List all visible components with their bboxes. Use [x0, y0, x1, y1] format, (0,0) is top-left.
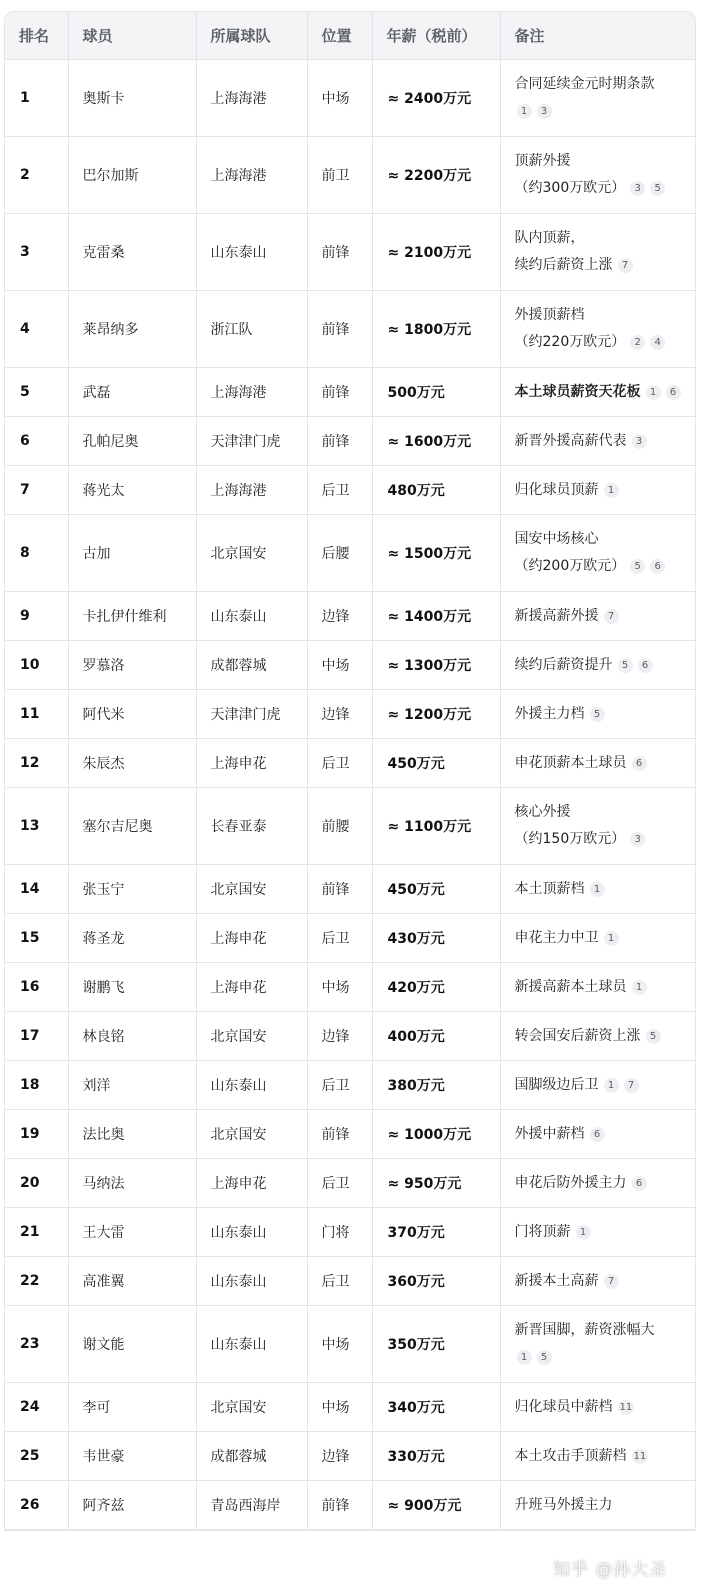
citation-group — [585, 1126, 605, 1142]
team-cell: 浙江队 — [196, 291, 307, 368]
note-text: 本土顶薪档 — [514, 880, 585, 897]
citation-group — [599, 1077, 639, 1093]
position-cell: 中场 — [307, 1306, 372, 1383]
position-cell: 门将 — [307, 1208, 372, 1257]
table-header-row — [5, 12, 695, 60]
player-cell: 塞尔吉尼奥 — [68, 788, 196, 865]
position-cell: 前腰 — [307, 788, 372, 865]
note-cell — [500, 1061, 695, 1110]
citation-badge[interactable]: 4 — [650, 335, 665, 350]
salary-cell: 450万元 — [372, 739, 500, 788]
salary-cell: ≈ 1300万元 — [372, 641, 500, 690]
player-cell: 莱昂纳多 — [68, 291, 196, 368]
salary-cell: ≈ 950万元 — [372, 1159, 500, 1208]
player-cell: 罗慕洛 — [68, 641, 196, 690]
note-text: 新援高薪本土球员 — [514, 978, 627, 995]
citation-badge[interactable]: 5 — [650, 181, 665, 196]
table-row — [5, 641, 695, 690]
citation-badge[interactable]: 2 — [630, 335, 645, 350]
team-cell: 成都蓉城 — [196, 641, 307, 690]
salary-cell: ≈ 2400万元 — [372, 60, 500, 137]
rank-cell: 8 — [5, 515, 68, 592]
note-cell — [500, 60, 695, 137]
position-cell: 后腰 — [307, 515, 372, 592]
note-cell — [500, 291, 695, 368]
citation-badge[interactable]: 6 — [632, 1176, 647, 1191]
note-cell — [500, 137, 695, 214]
note-text: 外援主力档 — [514, 705, 585, 722]
rank-cell: 4 — [5, 291, 68, 368]
player-cell: 蒋圣龙 — [68, 914, 196, 963]
citation-group — [613, 657, 653, 673]
position-cell: 边锋 — [307, 1432, 372, 1481]
rank-cell: 22 — [5, 1257, 68, 1306]
note-text: 外援中薪档 — [514, 1125, 585, 1142]
table-row — [5, 515, 695, 592]
table-row — [5, 1257, 695, 1306]
note-text: 队内顶薪， — [514, 230, 585, 246]
salary-cell: ≈ 900万元 — [372, 1481, 500, 1530]
note-text: 顶薪外援 — [514, 153, 571, 169]
note-text: （约200万欧元） — [514, 558, 626, 574]
table-row — [5, 214, 695, 291]
table-row — [5, 1432, 695, 1481]
note-cell — [500, 466, 695, 515]
salary-cell: ≈ 2100万元 — [372, 214, 500, 291]
citation-badge[interactable]: 1 — [517, 1350, 532, 1365]
note-cell — [500, 1306, 695, 1383]
note-cell — [500, 1159, 695, 1208]
note-cell — [500, 1012, 695, 1061]
salary-cell: ≈ 1600万元 — [372, 417, 500, 466]
note-text: 新晋外援高薪代表 — [514, 432, 627, 449]
table-row — [5, 1159, 695, 1208]
citation-badge[interactable]: 11 — [633, 1450, 647, 1462]
team-cell: 上海申花 — [196, 739, 307, 788]
position-cell: 前锋 — [307, 291, 372, 368]
note-text: 新援高薪外援 — [514, 607, 599, 624]
position-cell: 前锋 — [307, 1110, 372, 1159]
citation-group — [625, 180, 665, 196]
citation-badge[interactable]: 3 — [630, 832, 645, 847]
header-rank: 排名 — [5, 12, 68, 60]
team-cell: 山东泰山 — [196, 1306, 307, 1383]
salary-cell: 480万元 — [372, 466, 500, 515]
team-cell: 上海申花 — [196, 963, 307, 1012]
position-cell: 前锋 — [307, 865, 372, 914]
citation-group — [599, 1273, 619, 1289]
player-cell: 阿齐兹 — [68, 1481, 196, 1530]
citation-group — [515, 103, 552, 119]
note-text: 外援顶薪档 — [514, 307, 585, 323]
player-cell: 朱辰杰 — [68, 739, 196, 788]
note-cell — [500, 1257, 695, 1306]
citation-group — [641, 1028, 661, 1044]
rank-cell: 12 — [5, 739, 68, 788]
citation-group — [625, 334, 665, 350]
salary-cell: 360万元 — [372, 1257, 500, 1306]
team-cell: 北京国安 — [196, 515, 307, 592]
player-cell: 孔帕尼奥 — [68, 417, 196, 466]
citation-badge[interactable]: 6 — [650, 559, 665, 574]
note-text: 新晋国脚，薪资涨幅大 — [514, 1322, 655, 1338]
rank-cell: 7 — [5, 466, 68, 515]
citation-badge[interactable]: 1 — [604, 483, 619, 498]
position-cell: 中场 — [307, 60, 372, 137]
player-cell: 巴尔加斯 — [68, 137, 196, 214]
citation-badge[interactable]: 6 — [590, 1127, 605, 1142]
citation-group — [599, 930, 619, 946]
note-text: 申花顶薪本土球员 — [514, 754, 627, 771]
player-cell: 马纳法 — [68, 1159, 196, 1208]
citation-group — [613, 1399, 635, 1415]
team-cell: 天津津门虎 — [196, 417, 307, 466]
table-row — [5, 137, 695, 214]
team-cell: 北京国安 — [196, 865, 307, 914]
position-cell: 后卫 — [307, 1159, 372, 1208]
citation-badge[interactable]: 5 — [590, 707, 605, 722]
rank-cell: 2 — [5, 137, 68, 214]
team-cell: 上海申花 — [196, 1159, 307, 1208]
rank-cell: 6 — [5, 417, 68, 466]
citation-group — [599, 482, 619, 498]
citation-group — [599, 608, 619, 624]
table-row — [5, 914, 695, 963]
table-row — [5, 1383, 695, 1432]
table-row — [5, 1012, 695, 1061]
salary-cell: 430万元 — [372, 914, 500, 963]
note-text: 国安中场核心 — [514, 531, 599, 547]
rank-cell: 16 — [5, 963, 68, 1012]
salary-cell: 500万元 — [372, 368, 500, 417]
citation-badge[interactable]: 1 — [632, 980, 647, 995]
note-cell — [500, 417, 695, 466]
player-cell: 克雷桑 — [68, 214, 196, 291]
citation-group — [627, 979, 647, 995]
team-cell: 上海申花 — [196, 914, 307, 963]
note-cell — [500, 1432, 695, 1481]
citation-badge[interactable]: 7 — [604, 609, 619, 624]
citation-badge[interactable]: 3 — [630, 181, 645, 196]
position-cell: 边锋 — [307, 592, 372, 641]
position-cell: 后卫 — [307, 1257, 372, 1306]
citation-badge[interactable]: 5 — [618, 658, 633, 673]
rank-cell: 9 — [5, 592, 68, 641]
team-cell: 北京国安 — [196, 1012, 307, 1061]
rank-cell: 26 — [5, 1481, 68, 1530]
rank-cell: 21 — [5, 1208, 68, 1257]
player-cell: 法比奥 — [68, 1110, 196, 1159]
rank-cell: 11 — [5, 690, 68, 739]
position-cell: 前锋 — [307, 417, 372, 466]
team-cell: 天津津门虎 — [196, 690, 307, 739]
citation-badge[interactable]: 1 — [604, 1078, 619, 1093]
table-row — [5, 60, 695, 137]
note-cell — [500, 739, 695, 788]
citation-badge[interactable]: 7 — [618, 258, 633, 273]
table-row — [5, 291, 695, 368]
note-text: 门将顶薪 — [514, 1223, 571, 1240]
salary-cell: ≈ 2200万元 — [372, 137, 500, 214]
team-cell: 上海海港 — [196, 466, 307, 515]
table-row — [5, 1306, 695, 1383]
watermark: 知乎 @孙大圣 — [553, 1560, 668, 1580]
team-cell: 山东泰山 — [196, 1208, 307, 1257]
player-cell: 李可 — [68, 1383, 196, 1432]
note-cell — [500, 690, 695, 739]
note-text: 续约后薪资提升 — [514, 656, 613, 673]
team-cell: 北京国安 — [196, 1383, 307, 1432]
note-cell — [500, 1481, 695, 1530]
team-cell: 长春亚泰 — [196, 788, 307, 865]
note-text: 新援本土高薪 — [514, 1272, 599, 1289]
header-salary: 年薪（税前） — [372, 12, 500, 60]
salary-cell: 450万元 — [372, 865, 500, 914]
rank-cell: 14 — [5, 865, 68, 914]
team-cell: 山东泰山 — [196, 214, 307, 291]
position-cell: 中场 — [307, 963, 372, 1012]
table-row — [5, 368, 695, 417]
citation-badge[interactable]: 7 — [604, 1274, 619, 1289]
table-row — [5, 963, 695, 1012]
table-row — [5, 1208, 695, 1257]
note-cell — [500, 1208, 695, 1257]
position-cell: 前锋 — [307, 1481, 372, 1530]
citation-badge[interactable]: 1 — [590, 882, 605, 897]
citation-group — [585, 881, 605, 897]
position-cell: 后卫 — [307, 466, 372, 515]
citation-badge[interactable]: 11 — [619, 1401, 633, 1413]
position-cell: 后卫 — [307, 1061, 372, 1110]
player-cell: 谢文能 — [68, 1306, 196, 1383]
salary-cell: 350万元 — [372, 1306, 500, 1383]
note-cell — [500, 914, 695, 963]
team-cell: 青岛西海岸 — [196, 1481, 307, 1530]
citation-badge[interactable]: 7 — [624, 1078, 639, 1093]
note-cell — [500, 1110, 695, 1159]
note-cell — [500, 592, 695, 641]
rank-cell: 24 — [5, 1383, 68, 1432]
rank-cell: 15 — [5, 914, 68, 963]
player-cell: 卡扎伊什维利 — [68, 592, 196, 641]
rank-cell: 19 — [5, 1110, 68, 1159]
rank-cell: 3 — [5, 214, 68, 291]
table-body — [5, 60, 695, 1530]
note-text: 归化球员顶薪 — [514, 481, 599, 498]
note-text: 转会国安后薪资上涨 — [514, 1027, 641, 1044]
note-text: 合同延续金元时期条款 — [514, 76, 655, 92]
note-cell — [500, 788, 695, 865]
player-cell: 阿代米 — [68, 690, 196, 739]
player-cell: 刘洋 — [68, 1061, 196, 1110]
table-row — [5, 739, 695, 788]
note-text: 本土球员薪资天花板 — [514, 383, 641, 400]
note-text: 核心外援 — [514, 804, 571, 820]
citation-badge[interactable]: 6 — [632, 756, 647, 771]
citation-group — [571, 1224, 591, 1240]
position-cell: 后卫 — [307, 739, 372, 788]
team-cell: 上海海港 — [196, 137, 307, 214]
citation-badge[interactable]: 3 — [632, 434, 647, 449]
salary-cell: ≈ 1800万元 — [372, 291, 500, 368]
citation-badge[interactable]: 1 — [646, 385, 661, 400]
citation-group — [613, 257, 633, 273]
position-cell: 前卫 — [307, 137, 372, 214]
team-cell: 山东泰山 — [196, 1257, 307, 1306]
header-player: 球员 — [68, 12, 196, 60]
team-cell: 成都蓉城 — [196, 1432, 307, 1481]
table-row — [5, 690, 695, 739]
position-cell: 中场 — [307, 641, 372, 690]
note-text: 升班马外援主力 — [514, 1496, 613, 1513]
player-cell: 古加 — [68, 515, 196, 592]
rank-cell: 25 — [5, 1432, 68, 1481]
citation-group — [625, 558, 665, 574]
note-text: 归化球员中薪档 — [514, 1398, 613, 1415]
rank-cell: 10 — [5, 641, 68, 690]
team-cell: 山东泰山 — [196, 592, 307, 641]
player-cell: 张玉宁 — [68, 865, 196, 914]
note-cell — [500, 368, 695, 417]
rank-cell: 20 — [5, 1159, 68, 1208]
citation-group — [641, 384, 681, 400]
note-text: 申花主力中卫 — [514, 929, 599, 946]
citation-badge[interactable]: 6 — [666, 385, 681, 400]
team-cell: 上海海港 — [196, 368, 307, 417]
header-position: 位置 — [307, 12, 372, 60]
player-cell: 武磊 — [68, 368, 196, 417]
note-text: （约300万欧元） — [514, 180, 626, 196]
rank-cell: 18 — [5, 1061, 68, 1110]
player-cell: 王大雷 — [68, 1208, 196, 1257]
position-cell: 前锋 — [307, 214, 372, 291]
rank-cell: 17 — [5, 1012, 68, 1061]
table-row — [5, 1481, 695, 1530]
note-cell — [500, 641, 695, 690]
player-cell: 奥斯卡 — [68, 60, 196, 137]
team-cell: 上海海港 — [196, 60, 307, 137]
salary-cell: 420万元 — [372, 963, 500, 1012]
note-cell — [500, 1383, 695, 1432]
position-cell: 中场 — [307, 1383, 372, 1432]
note-text: 申花后防外援主力 — [514, 1174, 627, 1191]
salary-cell: 330万元 — [372, 1432, 500, 1481]
note-text: 续约后薪资上涨 — [514, 257, 613, 273]
citation-badge[interactable]: 1 — [604, 931, 619, 946]
citation-badge[interactable]: 6 — [638, 658, 653, 673]
table-row — [5, 466, 695, 515]
table-row — [5, 417, 695, 466]
note-cell — [500, 214, 695, 291]
note-cell — [500, 865, 695, 914]
salary-cell: 340万元 — [372, 1383, 500, 1432]
header-note: 备注 — [500, 12, 695, 60]
note-text: 国脚级边后卫 — [514, 1076, 599, 1093]
table-row — [5, 1110, 695, 1159]
rank-cell: 5 — [5, 368, 68, 417]
note-cell — [500, 515, 695, 592]
citation-badge[interactable]: 1 — [517, 104, 532, 119]
citation-badge[interactable]: 3 — [537, 104, 552, 119]
citation-group — [627, 1448, 649, 1464]
note-text: 本土攻击手顶薪档 — [514, 1447, 627, 1464]
note-text: （约220万欧元） — [514, 334, 626, 350]
citation-group — [625, 831, 645, 847]
rank-cell: 13 — [5, 788, 68, 865]
citation-group — [585, 706, 605, 722]
table-row — [5, 592, 695, 641]
player-cell: 谢鹏飞 — [68, 963, 196, 1012]
position-cell: 前锋 — [307, 368, 372, 417]
salary-cell: ≈ 1500万元 — [372, 515, 500, 592]
table-row — [5, 788, 695, 865]
rank-cell: 23 — [5, 1306, 68, 1383]
position-cell: 边锋 — [307, 690, 372, 739]
position-cell: 后卫 — [307, 914, 372, 963]
table-row — [5, 1061, 695, 1110]
salary-cell: ≈ 1200万元 — [372, 690, 500, 739]
position-cell: 边锋 — [307, 1012, 372, 1061]
salary-table-container — [4, 11, 696, 1531]
citation-badge[interactable]: 5 — [537, 1350, 552, 1365]
salary-cell: ≈ 1400万元 — [372, 592, 500, 641]
citation-badge[interactable]: 5 — [630, 559, 645, 574]
salary-table — [5, 12, 695, 1530]
team-cell: 山东泰山 — [196, 1061, 307, 1110]
player-cell: 韦世豪 — [68, 1432, 196, 1481]
salary-cell: 380万元 — [372, 1061, 500, 1110]
citation-badge[interactable]: 5 — [646, 1029, 661, 1044]
salary-cell: ≈ 1000万元 — [372, 1110, 500, 1159]
table-row — [5, 865, 695, 914]
player-cell: 林良铭 — [68, 1012, 196, 1061]
citation-group — [627, 1175, 647, 1191]
note-text: （约150万欧元） — [514, 831, 626, 847]
citation-group — [627, 433, 647, 449]
player-cell: 蒋光太 — [68, 466, 196, 515]
citation-badge[interactable]: 1 — [576, 1225, 591, 1240]
rank-cell: 1 — [5, 60, 68, 137]
salary-cell: 370万元 — [372, 1208, 500, 1257]
note-cell — [500, 963, 695, 1012]
salary-cell: ≈ 1100万元 — [372, 788, 500, 865]
citation-group — [515, 1349, 552, 1365]
player-cell: 高准翼 — [68, 1257, 196, 1306]
header-team: 所属球队 — [196, 12, 307, 60]
salary-cell: 400万元 — [372, 1012, 500, 1061]
citation-group — [627, 755, 647, 771]
team-cell: 北京国安 — [196, 1110, 307, 1159]
